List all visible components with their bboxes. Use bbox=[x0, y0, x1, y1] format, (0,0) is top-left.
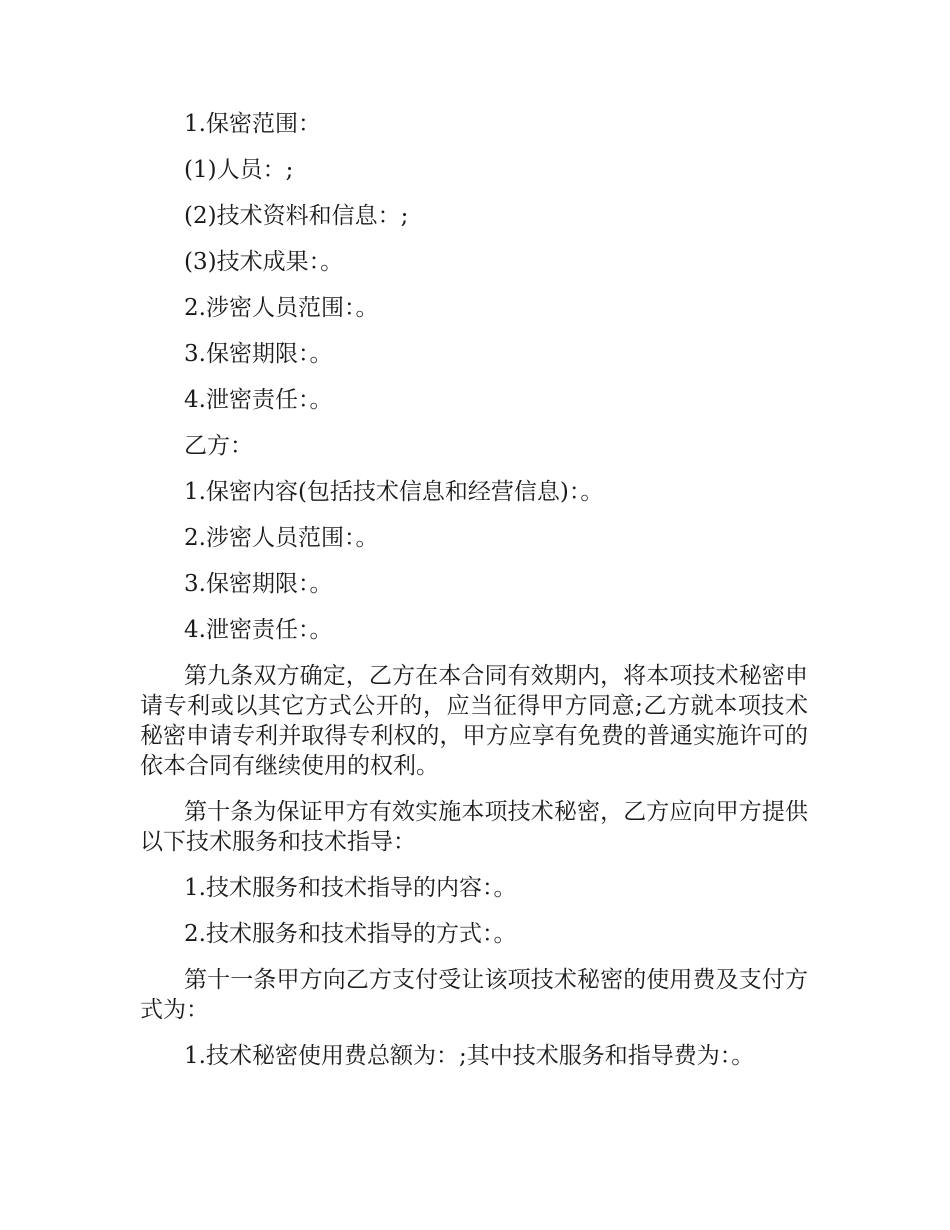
article-paragraph: 第九条双方确定，乙方在本合同有效期内，将本项技术秘密申请专利或以其它方式公开的，应当征得甲方同意;乙方就本项技术秘密申请专利并取得专利权的，甲方应享有免费的普通实施许可的依本合同有继续使用的权利。 bbox=[140, 663, 808, 779]
clause-line: 2.涉密人员范围：。 bbox=[184, 295, 379, 321]
article-paragraph: 第十条为保证甲方有效实施本项技术秘密，乙方应向甲方提供以下技术服务和技术指导： bbox=[140, 799, 808, 855]
clause-line: 3.保密期限：。 bbox=[184, 341, 333, 367]
clause-line: 1.技术服务和技术指导的内容：。 bbox=[184, 875, 517, 901]
clause-line: (2)技术资料和信息：; bbox=[184, 203, 409, 229]
clause-line: 3.保密期限：。 bbox=[184, 571, 333, 597]
clause-line: 1.保密范围： bbox=[184, 111, 321, 137]
party-heading: 乙方： bbox=[184, 433, 253, 459]
document-body bbox=[140, 109, 808, 1087]
clause-line: 1.保密内容(包括技术信息和经营信息)：。 bbox=[184, 479, 604, 505]
clause-line: 4.泄密责任：。 bbox=[184, 617, 333, 643]
clause-line: 1.技术秘密使用费总额为：;其中技术服务和指导费为：。 bbox=[184, 1043, 755, 1069]
clause-line: 2.技术服务和技术指导的方式：。 bbox=[184, 921, 517, 947]
clause-line: 2.涉密人员范围：。 bbox=[184, 525, 379, 551]
clause-line: (3)技术成果：。 bbox=[184, 249, 344, 275]
clause-line: 4.泄密责任：。 bbox=[184, 387, 333, 413]
clause-line: (1)人员：; bbox=[184, 157, 294, 183]
article-paragraph: 第十一条甲方向乙方支付受让该项技术秘密的使用费及支付方式为： bbox=[140, 967, 808, 1023]
